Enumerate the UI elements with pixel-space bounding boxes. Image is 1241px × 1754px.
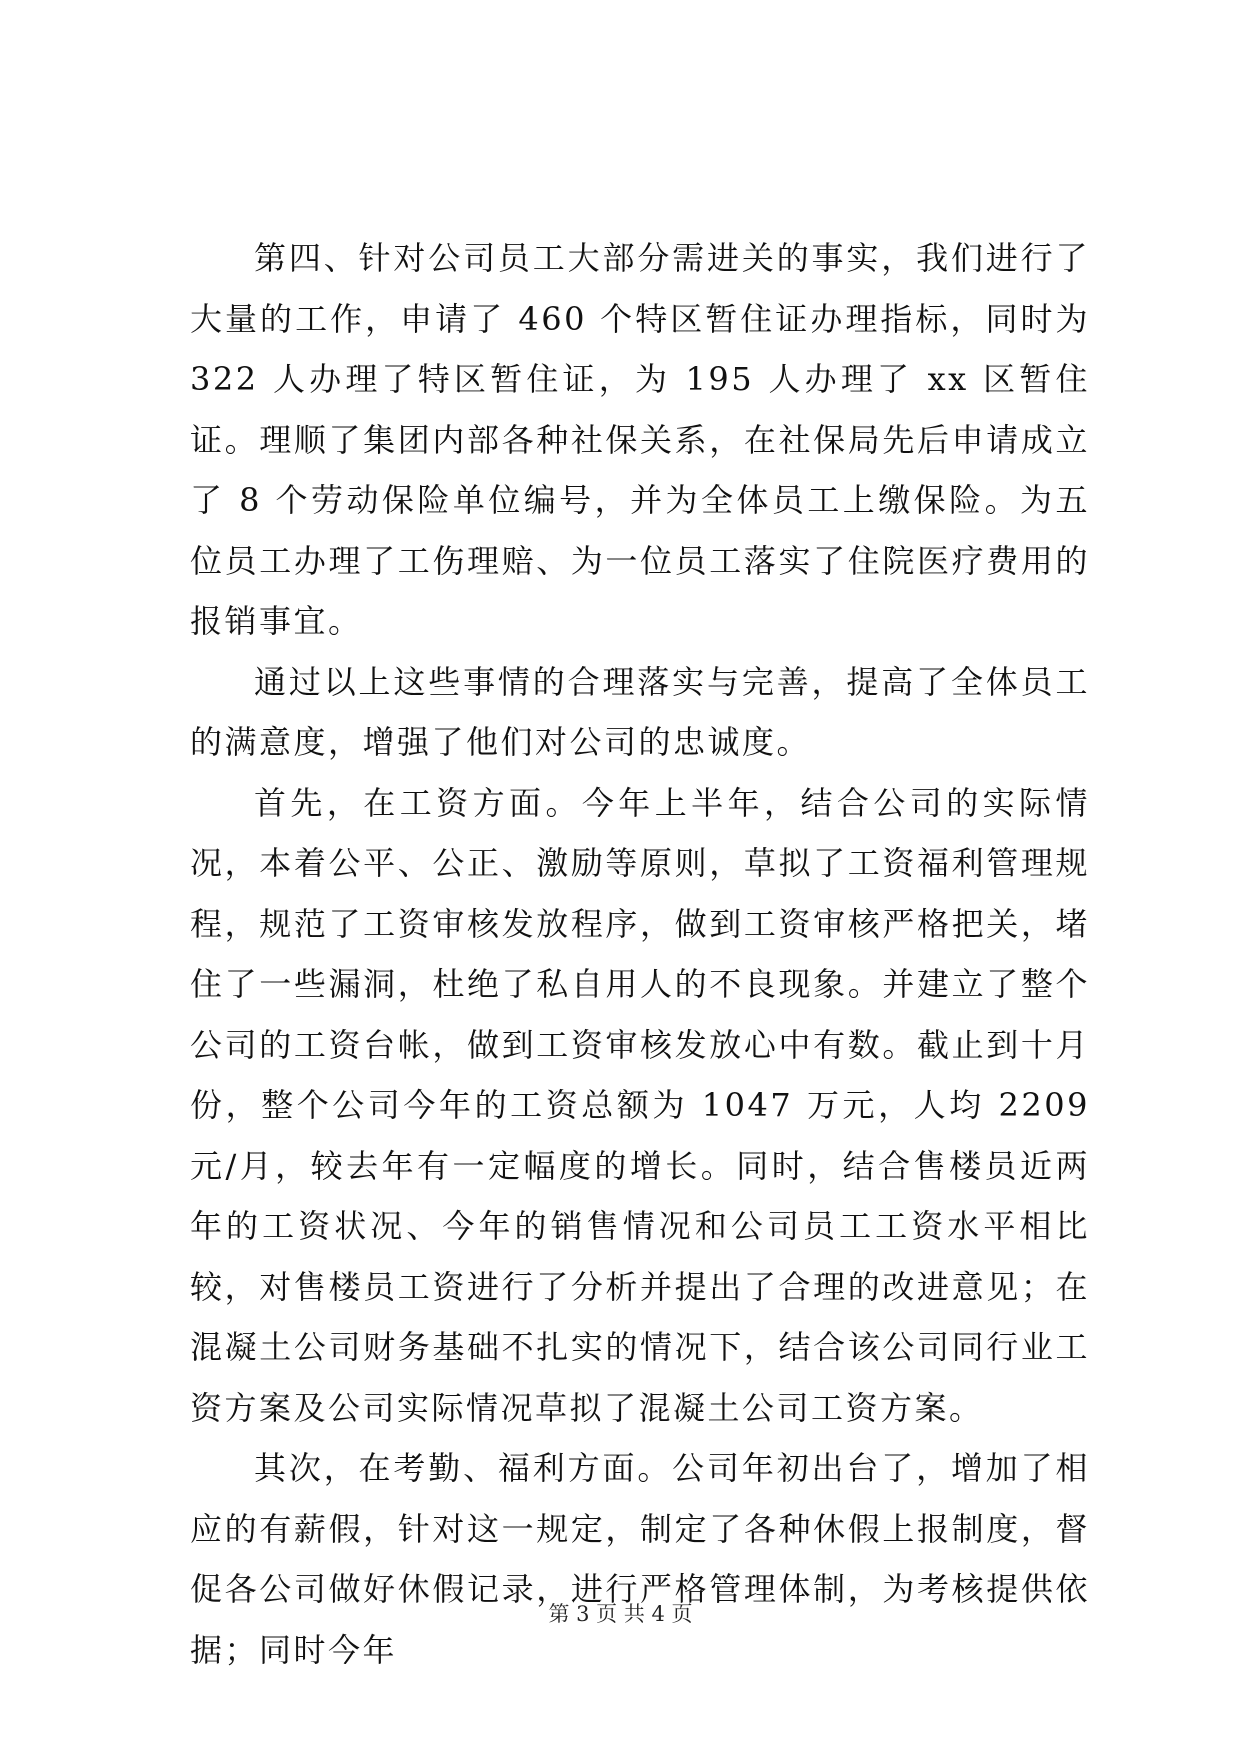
paragraph-visa-insurance: 第四、针对公司员工大部分需进关的事实，我们进行了大量的工作，申请了 460 个特区暂住证办理指标，同时为 322 人办理了特区暂住证，为 195 人办理了 xx 区暂住证。理顺了集团内部各种社保关系，在社保局先后申请成立了 8 个劳动保险单位编号，并为全体员工上缴保险。为五位员工办理了工伤理赔、为一位员工落实了住院医疗费用的报销事宜。 [190, 239, 1090, 640]
paragraph-wages: 首先，在工资方面。今年上半年，结合公司的实际情况，本着公平、公正、激励等原则，草拟了工资福利管理规程，规范了工资审核发放程序，做到工资审核严格把关，堵住了一些漏洞，杜绝了私自用人的不良现象。并建立了整个公司的工资台帐，做到工资审核发放心中有数。截止到十月份，整个公司今年的工资总额为 1047 万元，人均 2209 元/月，较去年有一定幅度的增长。同时，结合售楼员近两年的工资状况、今年的销售情况和公司员工工资水平相比较，对售楼员工资进行了分析并提出了合理的改进意见；在混凝土公司财务基础不扎实的情况下，结合该公司同行业工资方案及公司实际情况草拟了混凝土公司工资方案。 [190, 783, 1090, 1427]
page-number: 第 3 页 共 4 页 [548, 1602, 693, 1626]
document-body [190, 228, 1090, 1680]
paragraph-attendance-welfare: 其次，在考勤、福利方面。公司年初出台了，增加了相应的有薪假，针对这一规定，制定了各种休假上报制度，督促各公司做好休假记录，进行严格管理体制，为考核提供依据；同时今年 [190, 1449, 1090, 1669]
paragraph-satisfaction: 通过以上这些事情的合理落实与完善，提高了全体员工的满意度，增强了他们对公司的忠诚度。 [190, 662, 1090, 761]
